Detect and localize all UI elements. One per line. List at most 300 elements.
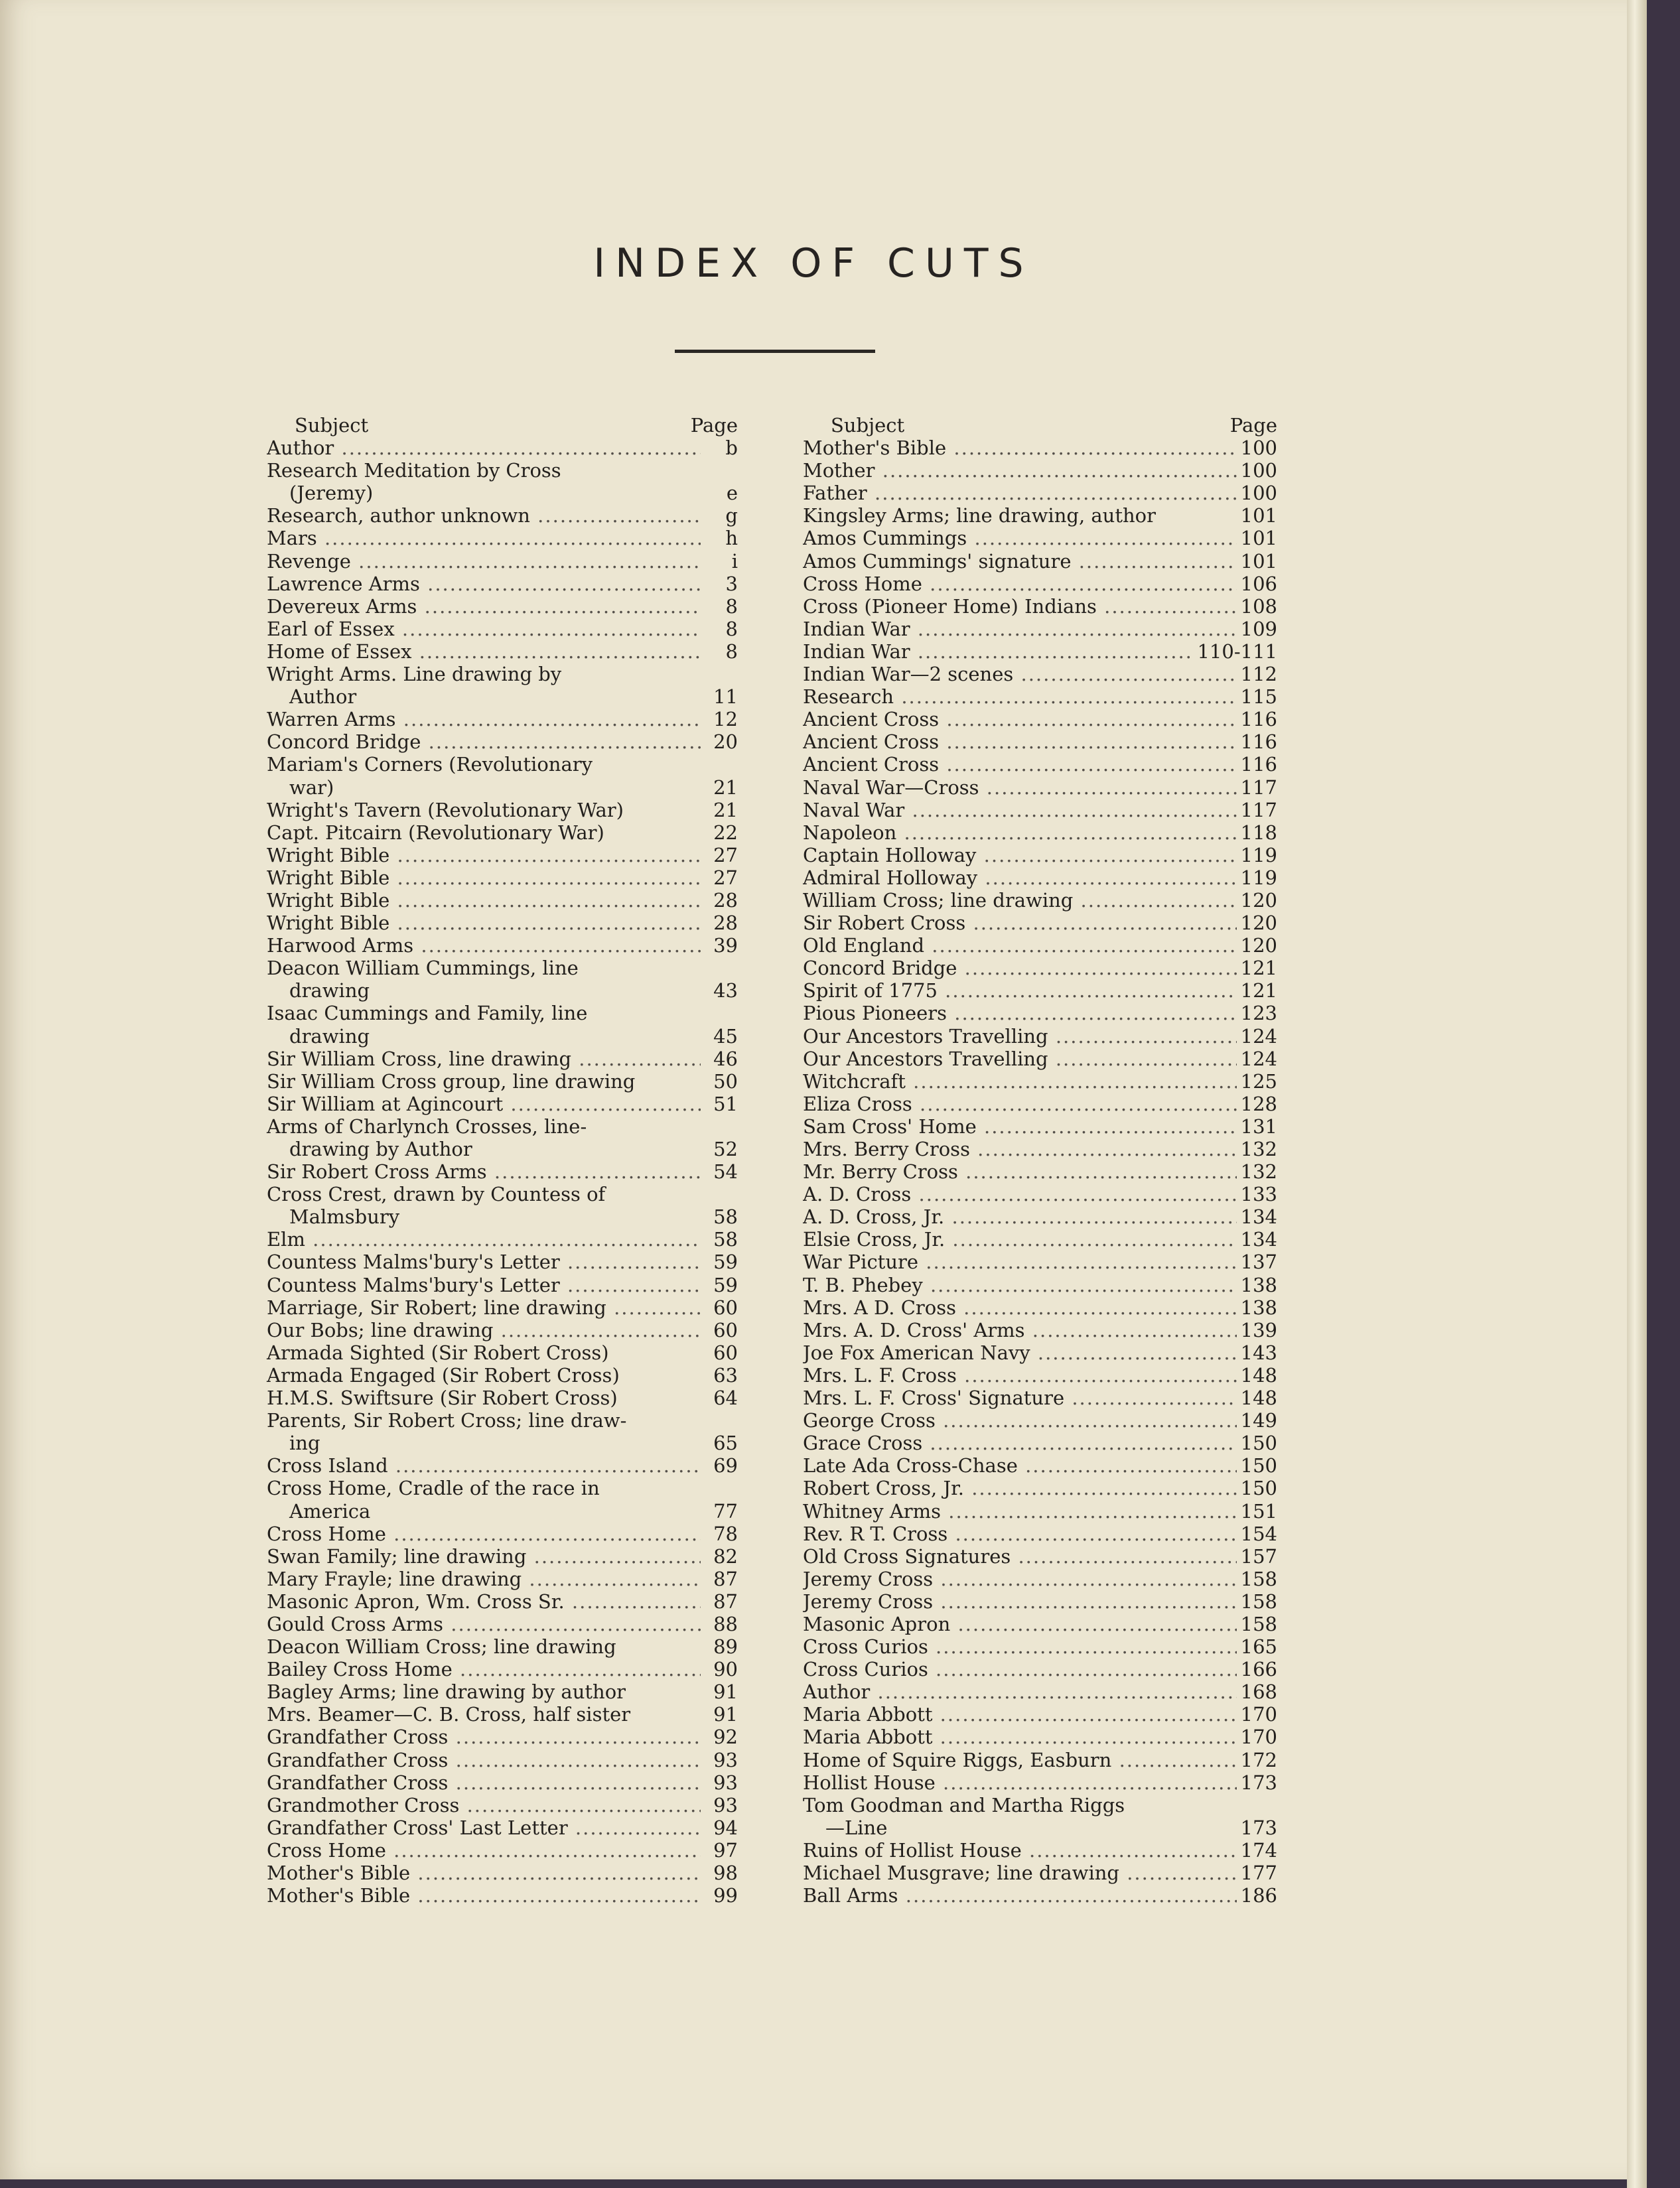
index-entry — [267, 1613, 738, 1635]
entry-subject-continuation: Author — [289, 685, 357, 709]
entry-page-number: 173 — [1240, 1816, 1277, 1839]
entry-page-number: h — [725, 527, 738, 550]
entry-subject — [803, 618, 1237, 640]
index-entry — [267, 504, 738, 527]
entry-subject-text: Elsie Cross, Jr. — [803, 1228, 945, 1251]
entry-page-number: 154 — [1240, 1522, 1277, 1545]
index-entry — [803, 595, 1277, 618]
entry-subject-text: Ball Arms — [803, 1884, 898, 1907]
entry-subject — [267, 1048, 701, 1070]
entry-page-number: 150 — [1240, 1477, 1277, 1500]
entry-subject — [803, 640, 1193, 663]
index-entry — [267, 821, 738, 844]
entry-subject-text: Cross Home — [803, 572, 922, 595]
entry-subject — [803, 437, 1237, 459]
entry-subject-text: Author — [803, 1680, 871, 1704]
entry-subject-text: Home of Squire Riggs, Easburn — [803, 1748, 1112, 1771]
entry-page-number: 45 — [713, 1024, 738, 1048]
entry-subject — [803, 1228, 1237, 1251]
entry-subject — [267, 957, 701, 1002]
entry-subject-text: Sir William Cross group, line drawing — [267, 1069, 636, 1093]
entry-page-number: 63 — [713, 1363, 738, 1387]
entry-page-number: 137 — [1240, 1251, 1277, 1274]
entry-page-number: 90 — [713, 1658, 738, 1681]
entry-subject — [803, 1454, 1237, 1477]
index-entry — [267, 730, 738, 753]
entry-page-number: 138 — [1240, 1273, 1277, 1296]
entry-page-number: 60 — [713, 1318, 738, 1341]
entry-page-number: 28 — [713, 888, 738, 912]
index-entry — [803, 527, 1277, 549]
entry-page-number: 168 — [1240, 1680, 1277, 1704]
entry-subject-text: Cross Curios — [803, 1658, 928, 1681]
entry-subject — [803, 889, 1237, 912]
entry-subject — [267, 527, 701, 549]
entry-subject-text: Mother's Bible — [267, 1862, 411, 1884]
entry-page-number: 134 — [1240, 1205, 1277, 1229]
entry-subject — [803, 1500, 1237, 1523]
entry-subject-text: Indian War — [803, 617, 910, 640]
entry-subject — [267, 1523, 701, 1545]
entry-subject — [803, 1568, 1237, 1590]
entry-subject-text: Research — [803, 685, 894, 709]
column-header — [803, 414, 1277, 437]
entry-subject-text: Ruins of Hollist House — [803, 1838, 1022, 1862]
entry-subject-continuation: drawing — [289, 1024, 370, 1048]
entry-subject-text: Maria Abbott — [803, 1703, 933, 1726]
entry-page-number: 27 — [713, 843, 738, 866]
entry-subject — [803, 1703, 1237, 1726]
entry-subject-text: Lawrence Arms — [267, 572, 420, 595]
index-entry — [803, 1523, 1277, 1545]
entry-page-number: 58 — [713, 1228, 738, 1251]
entry-page-number: 165 — [1240, 1635, 1277, 1659]
entry-subject-continuation: drawing — [289, 979, 370, 1002]
entries-right — [803, 437, 1277, 1907]
index-entry — [803, 685, 1277, 708]
entry-page-number: 93 — [713, 1793, 738, 1816]
index-column-left — [267, 414, 738, 1907]
entry-page-number: 12 — [713, 708, 738, 731]
entry-page-number: 115 — [1240, 685, 1277, 709]
index-entry — [803, 1228, 1277, 1251]
index-entry — [803, 708, 1277, 730]
entry-subject-text: Grandfather Cross — [267, 1748, 449, 1771]
entry-subject — [267, 934, 701, 957]
entry-page-number: i — [731, 549, 738, 573]
entry-subject — [267, 1839, 701, 1862]
index-entry — [267, 573, 738, 595]
entry-subject — [803, 1477, 1237, 1499]
index-entry — [267, 1183, 738, 1228]
entry-subject — [803, 459, 1237, 482]
entry-subject — [803, 527, 1237, 549]
entry-page-number: 170 — [1240, 1726, 1277, 1749]
entry-subject — [803, 1296, 1237, 1319]
entry-subject-text: Cross Home — [267, 1522, 386, 1545]
index-entry — [803, 1613, 1277, 1635]
entry-subject-continuation: (Jeremy) — [289, 482, 374, 505]
entry-page-number: 3 — [725, 572, 738, 595]
entry-subject — [267, 504, 701, 527]
entry-page-number: 118 — [1240, 821, 1277, 844]
entry-subject — [267, 1771, 701, 1794]
entry-page-number: 99 — [713, 1884, 738, 1907]
entry-subject-text: Grace Cross — [803, 1432, 923, 1455]
entry-subject-text: Old Cross Signatures — [803, 1544, 1011, 1568]
entry-subject — [267, 1862, 701, 1884]
entry-page-number: 151 — [1240, 1499, 1277, 1523]
index-entry — [267, 1884, 738, 1907]
entry-subject-text: Old England — [803, 934, 925, 957]
entry-subject-text: Mrs. L. F. Cross' Signature — [803, 1387, 1065, 1410]
entry-subject — [803, 595, 1237, 618]
index-entry — [803, 1115, 1277, 1138]
entry-subject — [803, 934, 1237, 957]
index-entry — [267, 1319, 738, 1341]
index-entry — [267, 527, 738, 549]
index-entry — [267, 957, 738, 1002]
entry-subject — [803, 1884, 1237, 1907]
entry-subject-text: Mother's Bible — [803, 437, 947, 460]
page-edge — [1627, 0, 1647, 2188]
entry-page-number: 138 — [1240, 1296, 1277, 1319]
entry-subject-text: Wright's Tavern (Revolutionary War) — [267, 798, 624, 821]
entry-page-number: 150 — [1240, 1454, 1277, 1477]
entry-subject — [267, 550, 701, 573]
entry-subject-text: Sir Robert Cross Arms — [267, 1160, 487, 1184]
entry-subject — [267, 640, 701, 663]
entry-subject-text: H.M.S. Swiftsure (Sir Robert Cross) — [267, 1387, 618, 1410]
entry-page-number: 78 — [713, 1522, 738, 1545]
entry-page-number: 46 — [713, 1047, 738, 1070]
entry-page-number: 112 — [1240, 663, 1277, 686]
entry-subject-text: Earl of Essex — [267, 617, 395, 640]
index-entry — [803, 934, 1277, 957]
entry-subject — [803, 1341, 1237, 1364]
entry-subject-text: Mother's Bible — [267, 1884, 411, 1907]
entry-subject — [267, 912, 701, 934]
entry-page-number: 110-111 — [1197, 640, 1277, 663]
entry-page-number: 100 — [1240, 437, 1277, 460]
entry-subject — [267, 1477, 701, 1522]
entry-subject-text: Michael Musgrave; line drawing — [803, 1862, 1119, 1884]
entry-page-number: 88 — [713, 1612, 738, 1635]
entry-subject-text: Late Ada Cross-Chase — [803, 1454, 1018, 1477]
entry-subject-text: Maria Abbott — [803, 1726, 933, 1749]
entry-page-number: e — [726, 482, 738, 505]
entry-subject — [267, 1703, 701, 1726]
entry-subject-continuation: Malmsbury — [289, 1205, 400, 1229]
entry-page-number: 54 — [713, 1160, 738, 1184]
entry-subject-text: Devereux Arms — [267, 594, 417, 618]
index-entry — [267, 1274, 738, 1296]
index-entry — [267, 618, 738, 640]
entry-subject-text: Elm — [267, 1228, 305, 1251]
index-entry — [267, 1296, 738, 1319]
entry-subject-text: Capt. Pitcairn (Revolutionary War) — [267, 821, 604, 844]
index-entry — [803, 1138, 1277, 1160]
entry-subject-text: Mary Frayle; line drawing — [267, 1567, 522, 1590]
entry-subject — [803, 1658, 1237, 1680]
index-entry — [267, 550, 738, 573]
entry-page-number: 50 — [713, 1069, 738, 1093]
index-entry — [803, 1749, 1277, 1771]
entry-subject-text: Robert Cross, Jr. — [803, 1477, 964, 1500]
entry-subject — [803, 1364, 1237, 1387]
entry-subject-text: Cross Curios — [803, 1635, 928, 1659]
index-entry — [267, 708, 738, 730]
entry-page-number: 177 — [1240, 1862, 1277, 1884]
entry-page-number: 174 — [1240, 1838, 1277, 1862]
entry-page-number: 100 — [1240, 482, 1277, 505]
entry-page-number: 119 — [1240, 843, 1277, 866]
entry-page-number: 8 — [725, 640, 738, 663]
entry-subject — [267, 1160, 701, 1183]
entry-subject — [803, 1590, 1237, 1613]
index-entry — [267, 1794, 738, 1816]
entry-subject-continuation: —Line — [825, 1816, 888, 1839]
entry-subject — [803, 1862, 1237, 1884]
entry-page-number: 65 — [713, 1432, 738, 1455]
index-entry — [803, 504, 1277, 527]
entry-page-number: b — [725, 437, 738, 460]
entry-subject — [267, 1093, 701, 1115]
entry-page-number: 21 — [713, 798, 738, 821]
entry-subject-text: Harwood Arms — [267, 934, 414, 957]
entry-subject — [803, 753, 1237, 776]
index-entry — [803, 1635, 1277, 1658]
entry-subject — [267, 1680, 701, 1703]
entry-subject — [803, 573, 1237, 595]
entry-subject-text: Wright Bible — [267, 912, 390, 935]
entry-page-number: 139 — [1240, 1318, 1277, 1341]
entry-subject-text: Naval War — [803, 798, 905, 821]
entry-subject — [803, 482, 1237, 504]
entry-page-number: 117 — [1240, 798, 1277, 821]
entry-subject — [267, 889, 701, 912]
entry-subject — [803, 1432, 1237, 1454]
index-entry — [267, 1680, 738, 1703]
entry-subject — [267, 1590, 701, 1613]
entry-subject-text: Marriage, Sir Robert; line drawing — [267, 1296, 606, 1319]
entry-page-number: 82 — [713, 1544, 738, 1568]
index-entry — [267, 1839, 738, 1862]
entry-page-number: 106 — [1240, 572, 1277, 595]
entry-subject-text: Cross Home, Cradle of the race in — [267, 1477, 600, 1500]
index-entry — [803, 844, 1277, 866]
entry-subject — [267, 1658, 701, 1680]
entry-subject-text: Pious Pioneers — [803, 1002, 947, 1025]
index-entry — [803, 1251, 1277, 1273]
index-entry — [803, 1477, 1277, 1499]
entry-page-number: 131 — [1240, 1115, 1277, 1138]
index-entry — [803, 1002, 1277, 1024]
entry-subject-text: Deacon William Cummings, line — [267, 957, 579, 980]
index-entry — [803, 1545, 1277, 1568]
entry-subject-text: Author — [267, 437, 334, 460]
index-entry — [267, 1590, 738, 1613]
entry-subject-text: Mrs. L. F. Cross — [803, 1363, 957, 1387]
index-entry — [267, 1160, 738, 1183]
entry-page-number: 116 — [1240, 730, 1277, 754]
entry-subject-text: Naval War—Cross — [803, 776, 979, 799]
index-entry — [267, 1545, 738, 1568]
entry-subject-text: Bagley Arms; line drawing by author — [267, 1680, 626, 1704]
index-entry — [803, 1070, 1277, 1093]
entry-subject — [267, 821, 701, 844]
index-entry — [267, 1409, 738, 1454]
entry-subject — [267, 1884, 701, 1907]
entry-subject — [267, 595, 701, 618]
entry-subject — [803, 957, 1237, 979]
entry-subject — [267, 1613, 701, 1635]
index-entry — [803, 550, 1277, 573]
index-entry — [267, 1364, 738, 1387]
entry-subject — [803, 1138, 1237, 1160]
entry-subject-text: Bailey Cross Home — [267, 1658, 453, 1681]
entry-page-number: 43 — [713, 979, 738, 1002]
entry-page-number: 166 — [1240, 1658, 1277, 1681]
entry-subject — [267, 1409, 701, 1454]
index-entry — [267, 844, 738, 866]
entry-subject — [267, 1387, 701, 1409]
index-entry — [803, 1093, 1277, 1115]
index-entry — [267, 934, 738, 957]
entry-subject — [803, 1115, 1237, 1138]
column-header — [267, 414, 738, 437]
entry-subject — [803, 1183, 1237, 1205]
entry-subject-text: Cross Home — [267, 1838, 386, 1862]
entry-page-number: 92 — [713, 1726, 738, 1749]
index-entry — [267, 1726, 738, 1748]
entry-page-number: 119 — [1240, 866, 1277, 889]
entry-page-number: 39 — [713, 934, 738, 957]
entry-page-number: 77 — [713, 1499, 738, 1523]
index-entry — [267, 1658, 738, 1680]
index-entry — [267, 1862, 738, 1884]
entry-subject — [803, 1839, 1237, 1862]
entry-subject — [803, 1025, 1237, 1048]
index-entry — [803, 1726, 1277, 1748]
index-entry — [267, 1002, 738, 1047]
index-entry — [267, 1454, 738, 1477]
entry-subject — [267, 1364, 701, 1387]
entry-subject-text: Captain Holloway — [803, 843, 977, 866]
index-entry — [267, 1070, 738, 1093]
entry-page-number: 121 — [1240, 957, 1277, 980]
entry-subject-text: George Cross — [803, 1409, 936, 1432]
entry-subject-text: Grandmother Cross — [267, 1793, 460, 1816]
entry-page-number: 59 — [713, 1273, 738, 1296]
entry-subject — [803, 550, 1237, 573]
entry-page-number: 148 — [1240, 1363, 1277, 1387]
entry-subject-text: Amos Cummings' signature — [803, 549, 1072, 573]
entry-subject — [803, 799, 1237, 821]
entry-page-number: 120 — [1240, 888, 1277, 912]
index-entry — [803, 753, 1277, 776]
entry-page-number: 11 — [713, 685, 738, 709]
index-entry — [803, 957, 1277, 979]
entry-page-number: 124 — [1240, 1047, 1277, 1070]
entry-subject-text: Jeremy Cross — [803, 1590, 934, 1613]
entry-page-number: 28 — [713, 912, 738, 935]
entry-subject-text: Tom Goodman and Martha Riggs — [803, 1793, 1125, 1816]
entry-page-number: 59 — [713, 1251, 738, 1274]
entry-subject-text: Masonic Apron, Wm. Cross Sr. — [267, 1590, 565, 1613]
index-entry — [267, 912, 738, 934]
entry-page-number: 58 — [713, 1205, 738, 1229]
entry-subject — [803, 866, 1237, 889]
entry-subject — [267, 663, 701, 708]
entry-subject-text: Sir William Cross, line drawing — [267, 1047, 572, 1070]
index-entry — [803, 1680, 1277, 1703]
index-entry — [267, 663, 738, 708]
entry-page-number: 91 — [713, 1680, 738, 1704]
entry-page-number: 51 — [713, 1092, 738, 1115]
entry-subject — [267, 1341, 701, 1364]
entry-subject-text: Kingsley Arms; line drawing, author — [803, 504, 1156, 527]
entry-page-number: 150 — [1240, 1432, 1277, 1455]
index-entry — [803, 459, 1277, 482]
entry-subject — [803, 1274, 1237, 1296]
entry-subject-text: Joe Fox American Navy — [803, 1341, 1030, 1364]
entry-subject — [267, 1251, 701, 1273]
index-entry — [267, 1523, 738, 1545]
entry-subject — [803, 708, 1237, 730]
entry-subject — [267, 573, 701, 595]
index-entry — [803, 821, 1277, 844]
entry-subject-text: Grandfather Cross — [267, 1726, 449, 1749]
entry-subject-text: Research, author unknown — [267, 504, 530, 527]
entry-subject-text: Cross Island — [267, 1454, 388, 1477]
entry-subject — [803, 821, 1237, 844]
entry-subject — [803, 1635, 1237, 1658]
entry-subject — [803, 1093, 1237, 1115]
index-entry — [267, 1816, 738, 1839]
index-entry — [267, 799, 738, 821]
index-entry — [267, 1771, 738, 1794]
index-entry — [803, 1409, 1277, 1432]
entry-subject-text: Grandfather Cross — [267, 1771, 449, 1794]
entry-subject-text: Whitney Arms — [803, 1499, 942, 1523]
entries-left — [267, 437, 738, 1907]
entry-subject-text: Wright Bible — [267, 888, 390, 912]
entry-subject — [803, 1251, 1237, 1273]
entry-subject — [803, 1319, 1237, 1341]
entry-subject — [267, 437, 701, 459]
entry-subject-text: William Cross; line drawing — [803, 888, 1074, 912]
entry-page-number: 158 — [1240, 1590, 1277, 1613]
entry-subject — [267, 1296, 701, 1319]
entry-subject-text: Countess Malms'bury's Letter — [267, 1251, 560, 1274]
entry-subject-text: Amos Cummings — [803, 527, 967, 550]
entry-subject — [267, 1545, 701, 1568]
entry-subject-text: Wright Bible — [267, 843, 390, 866]
entry-subject-continuation: ing — [289, 1432, 320, 1455]
entry-page-number: 108 — [1240, 594, 1277, 618]
entry-subject — [267, 730, 701, 753]
index-entry — [803, 618, 1277, 640]
entry-page-number: 93 — [713, 1748, 738, 1771]
entry-page-number: 157 — [1240, 1544, 1277, 1568]
entry-subject-text: Cross Crest, drawn by Countess of — [267, 1183, 606, 1206]
entry-subject-text: Grandfather Cross' Last Letter — [267, 1816, 568, 1839]
index-entry — [803, 437, 1277, 459]
entry-subject-text: Mrs. A. D. Cross' Arms — [803, 1318, 1025, 1341]
entry-page-number: 20 — [713, 730, 738, 754]
entry-subject-text: Mars — [267, 527, 317, 550]
